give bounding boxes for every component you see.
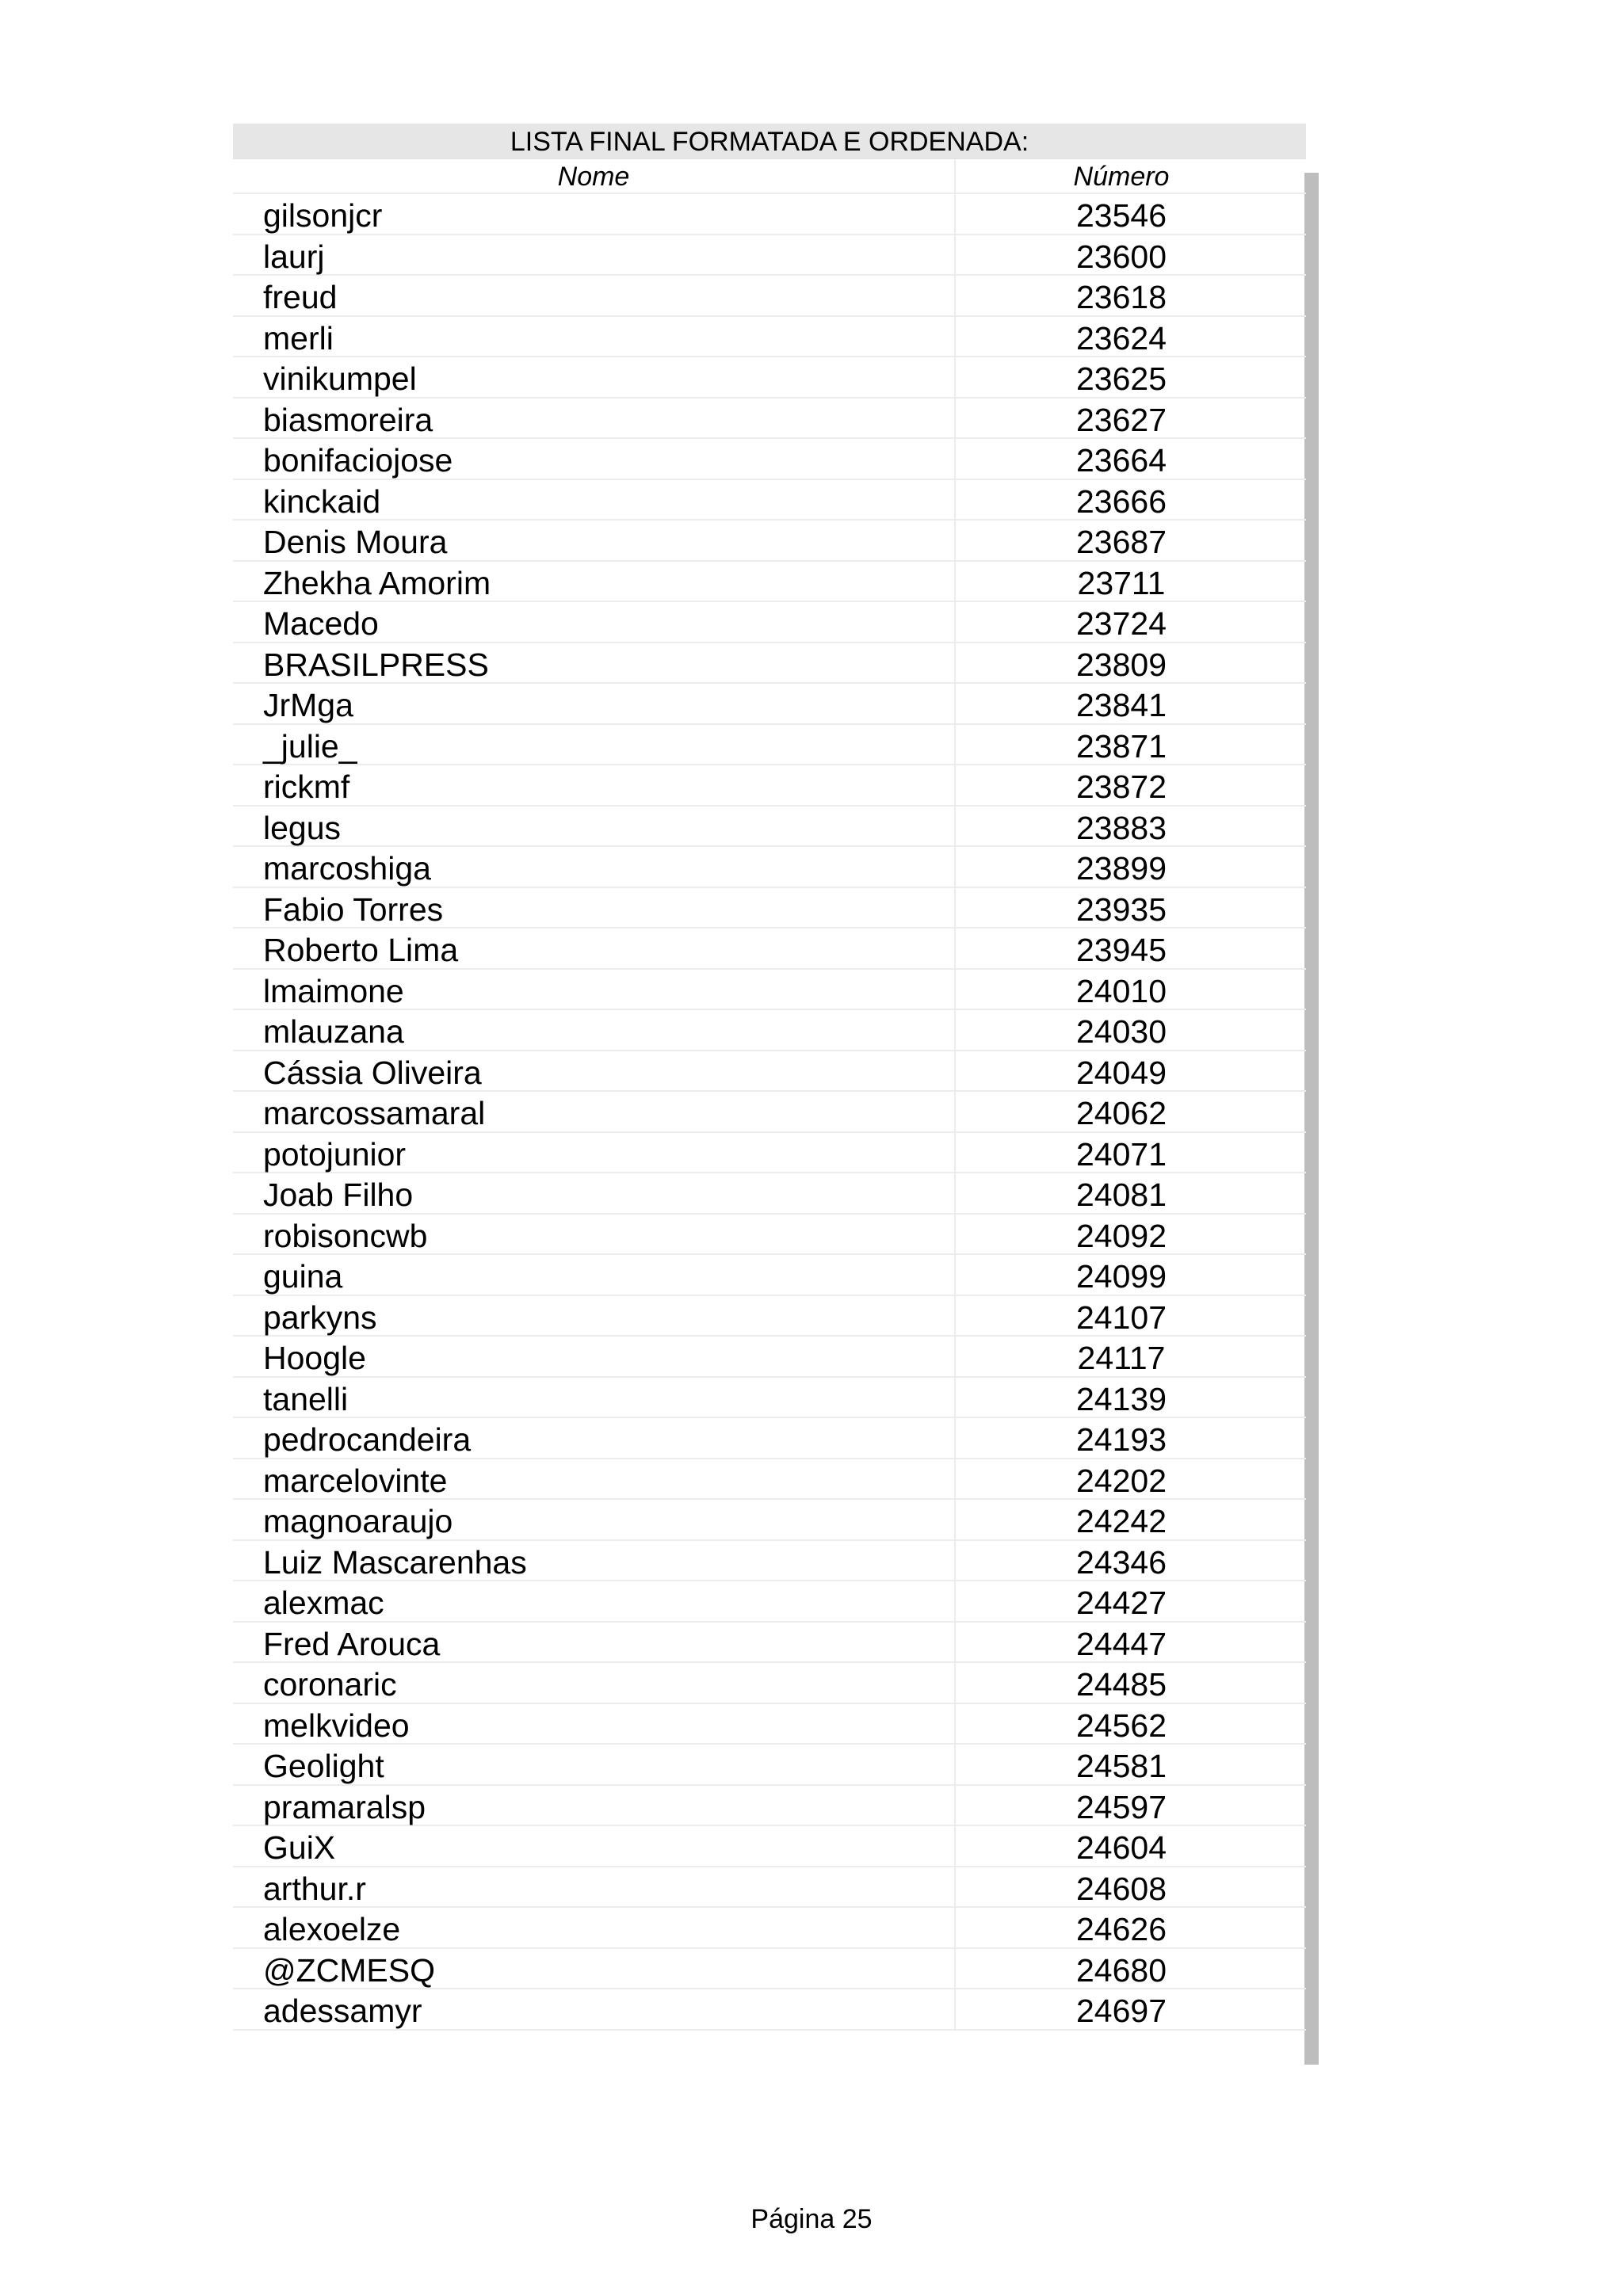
row-number-cell: 23872 bbox=[1075, 769, 1167, 805]
table-row bbox=[233, 1418, 1306, 1459]
row-name-cell: laurj bbox=[233, 235, 956, 275]
row-number-cell: 24139 bbox=[1075, 1380, 1167, 1417]
table-row bbox=[233, 725, 1306, 766]
table-row bbox=[233, 807, 1306, 848]
table-row bbox=[233, 602, 1306, 643]
row-name-cell: bonifaciojose bbox=[233, 439, 956, 479]
table-row bbox=[233, 1215, 1306, 1256]
row-name-cell: Geolight bbox=[233, 1745, 956, 1784]
row-number-cell: 24597 bbox=[1075, 1788, 1167, 1825]
table-row bbox=[233, 1133, 1306, 1174]
row-number-cell: 23618 bbox=[1075, 279, 1167, 315]
row-name-cell: Fred Arouca bbox=[233, 1623, 956, 1662]
row-number-cell: 24346 bbox=[1075, 1543, 1167, 1581]
row-number-cell: 23945 bbox=[1075, 932, 1167, 968]
table-row bbox=[233, 1337, 1306, 1378]
row-number-cell: 23841 bbox=[1075, 687, 1167, 723]
table-row bbox=[233, 1581, 1306, 1623]
table-row bbox=[233, 521, 1306, 562]
row-number-cell: 23687 bbox=[1075, 524, 1167, 560]
table-row bbox=[233, 562, 1306, 603]
table-title: LISTA FINAL FORMATADA E ORDENADA: bbox=[233, 124, 1306, 159]
row-number-cell: 24117 bbox=[1077, 1340, 1166, 1376]
row-name-cell: parkyns bbox=[233, 1296, 956, 1336]
row-number-cell: 23666 bbox=[1075, 482, 1167, 520]
column-header-name: Nome bbox=[233, 159, 956, 193]
row-number-cell: 24680 bbox=[1075, 1951, 1167, 1989]
row-number-cell: 24608 bbox=[1075, 1870, 1167, 1907]
table-row bbox=[233, 1989, 1306, 2031]
row-number-cell: 23627 bbox=[1075, 401, 1167, 438]
table-row bbox=[233, 1051, 1306, 1093]
row-name-cell: vinikumpel bbox=[233, 357, 956, 397]
row-name-cell: tanelli bbox=[233, 1378, 956, 1417]
row-name-cell: pedrocandeira bbox=[233, 1418, 956, 1458]
row-name-cell: legus bbox=[233, 807, 956, 846]
table-row bbox=[233, 1949, 1306, 1990]
row-name-cell: kinckaid bbox=[233, 480, 956, 520]
table-header-row bbox=[233, 159, 1306, 194]
table-row bbox=[233, 1173, 1306, 1215]
table-row bbox=[233, 357, 1306, 399]
row-name-cell: freud bbox=[233, 276, 956, 315]
table-row bbox=[233, 643, 1306, 685]
row-number-cell: 24092 bbox=[1075, 1217, 1167, 1254]
table-row bbox=[233, 1745, 1306, 1786]
row-number-cell: 23664 bbox=[1075, 442, 1167, 479]
row-name-cell: Zhekha Amorim bbox=[233, 562, 956, 601]
row-name-cell: Fabio Torres bbox=[233, 888, 956, 928]
table-row bbox=[233, 276, 1306, 317]
table-row bbox=[233, 888, 1306, 929]
row-number-cell: 23711 bbox=[1077, 564, 1166, 601]
row-name-cell: Luiz Mascarenhas bbox=[233, 1541, 956, 1581]
row-name-cell: GuiX bbox=[233, 1826, 956, 1866]
row-name-cell: mlauzana bbox=[233, 1010, 956, 1050]
row-name-cell: pramaralsp bbox=[233, 1786, 956, 1825]
table-shadow bbox=[1304, 173, 1319, 2065]
row-number-cell: 24242 bbox=[1075, 1503, 1167, 1539]
table-row bbox=[233, 1704, 1306, 1745]
table-body bbox=[233, 194, 1306, 2031]
row-name-cell: marcoshiga bbox=[233, 847, 956, 887]
row-number-cell: 24062 bbox=[1075, 1095, 1167, 1131]
row-number-cell: 24099 bbox=[1075, 1258, 1167, 1295]
table-row bbox=[233, 1826, 1306, 1867]
row-number-cell: 24562 bbox=[1075, 1707, 1167, 1744]
row-name-cell: rickmf bbox=[233, 765, 956, 805]
row-number-cell: 24427 bbox=[1075, 1585, 1167, 1621]
row-name-cell: Joab Filho bbox=[233, 1173, 956, 1213]
row-name-cell: marcossamaral bbox=[233, 1092, 956, 1131]
table-row bbox=[233, 1296, 1306, 1337]
row-number-cell: 23625 bbox=[1075, 360, 1167, 397]
row-name-cell: alexmac bbox=[233, 1581, 956, 1621]
row-name-cell: merli bbox=[233, 317, 956, 357]
row-name-cell: _julie_ bbox=[233, 725, 956, 765]
row-name-cell: Hoogle bbox=[233, 1337, 956, 1376]
row-number-cell: 23600 bbox=[1075, 238, 1167, 275]
column-header-number: Número bbox=[1073, 162, 1170, 192]
table-row bbox=[233, 1908, 1306, 1949]
row-number-cell: 24581 bbox=[1075, 1748, 1167, 1784]
table-row bbox=[233, 235, 1306, 277]
row-number-cell: 24049 bbox=[1075, 1054, 1167, 1091]
table-row bbox=[233, 399, 1306, 440]
table-row bbox=[233, 765, 1306, 807]
row-number-cell: 23899 bbox=[1075, 850, 1167, 887]
row-name-cell: lmaimone bbox=[233, 970, 956, 1009]
row-name-cell: Roberto Lima bbox=[233, 929, 956, 968]
row-number-cell: 24604 bbox=[1075, 1829, 1167, 1866]
row-name-cell: arthur.r bbox=[233, 1867, 956, 1907]
row-name-cell: marcelovinte bbox=[233, 1459, 956, 1499]
table-row bbox=[233, 1541, 1306, 1582]
row-number-cell: 24081 bbox=[1075, 1177, 1167, 1213]
row-name-cell: coronaric bbox=[233, 1663, 956, 1703]
table-row bbox=[233, 1255, 1306, 1296]
row-number-cell: 23871 bbox=[1075, 727, 1167, 765]
table-row bbox=[233, 317, 1306, 358]
row-name-cell: BRASILPRESS bbox=[233, 643, 956, 683]
row-name-cell: Cássia Oliveira bbox=[233, 1051, 956, 1091]
table-row bbox=[233, 1500, 1306, 1541]
row-number-cell: 24193 bbox=[1075, 1421, 1167, 1458]
row-name-cell: adessamyr bbox=[233, 1989, 956, 2029]
row-name-cell: Denis Moura bbox=[233, 521, 956, 560]
row-name-cell: robisoncwb bbox=[233, 1215, 956, 1254]
table-row bbox=[233, 1092, 1306, 1133]
row-number-cell: 24447 bbox=[1075, 1625, 1167, 1662]
table-row bbox=[233, 1010, 1306, 1051]
row-name-cell: magnoaraujo bbox=[233, 1500, 956, 1539]
table-row bbox=[233, 684, 1306, 725]
table-row bbox=[233, 1663, 1306, 1704]
row-name-cell: biasmoreira bbox=[233, 399, 956, 438]
row-name-cell: gilsonjcr bbox=[233, 194, 956, 234]
row-number-cell: 23809 bbox=[1075, 646, 1167, 683]
row-number-cell: 24107 bbox=[1075, 1299, 1167, 1336]
row-name-cell: potojunior bbox=[233, 1133, 956, 1173]
name-number-table bbox=[233, 124, 1306, 2031]
table-row bbox=[233, 1786, 1306, 1827]
table-row bbox=[233, 1623, 1306, 1664]
row-name-cell: JrMga bbox=[233, 684, 956, 723]
row-name-cell: Macedo bbox=[233, 602, 956, 642]
row-number-cell: 24485 bbox=[1075, 1666, 1167, 1703]
row-number-cell: 24030 bbox=[1075, 1013, 1167, 1050]
row-number-cell: 24626 bbox=[1075, 1911, 1167, 1947]
row-number-cell: 24071 bbox=[1075, 1135, 1167, 1173]
table-row bbox=[233, 929, 1306, 970]
row-name-cell: alexoelze bbox=[233, 1908, 956, 1947]
table-row bbox=[233, 1867, 1306, 1909]
row-number-cell: 23546 bbox=[1075, 197, 1167, 234]
table-row bbox=[233, 847, 1306, 888]
table-row bbox=[233, 194, 1306, 235]
table-row bbox=[233, 970, 1306, 1011]
row-number-cell: 23883 bbox=[1075, 809, 1167, 846]
row-number-cell: 23935 bbox=[1075, 891, 1167, 928]
row-number-cell: 23724 bbox=[1075, 605, 1167, 642]
row-number-cell: 24202 bbox=[1075, 1462, 1167, 1499]
page-number: Página 25 bbox=[750, 2204, 873, 2234]
table-row bbox=[233, 1459, 1306, 1501]
row-number-cell: 24697 bbox=[1075, 1993, 1167, 2029]
row-name-cell: guina bbox=[233, 1255, 956, 1295]
table-row bbox=[233, 480, 1306, 521]
row-number-cell: 23624 bbox=[1075, 319, 1167, 357]
table-row bbox=[233, 439, 1306, 480]
row-number-cell: 24010 bbox=[1075, 972, 1167, 1009]
row-name-cell: melkvideo bbox=[233, 1704, 956, 1744]
row-name-cell: @ZCMESQ bbox=[233, 1949, 956, 1989]
table-row bbox=[233, 1378, 1306, 1419]
